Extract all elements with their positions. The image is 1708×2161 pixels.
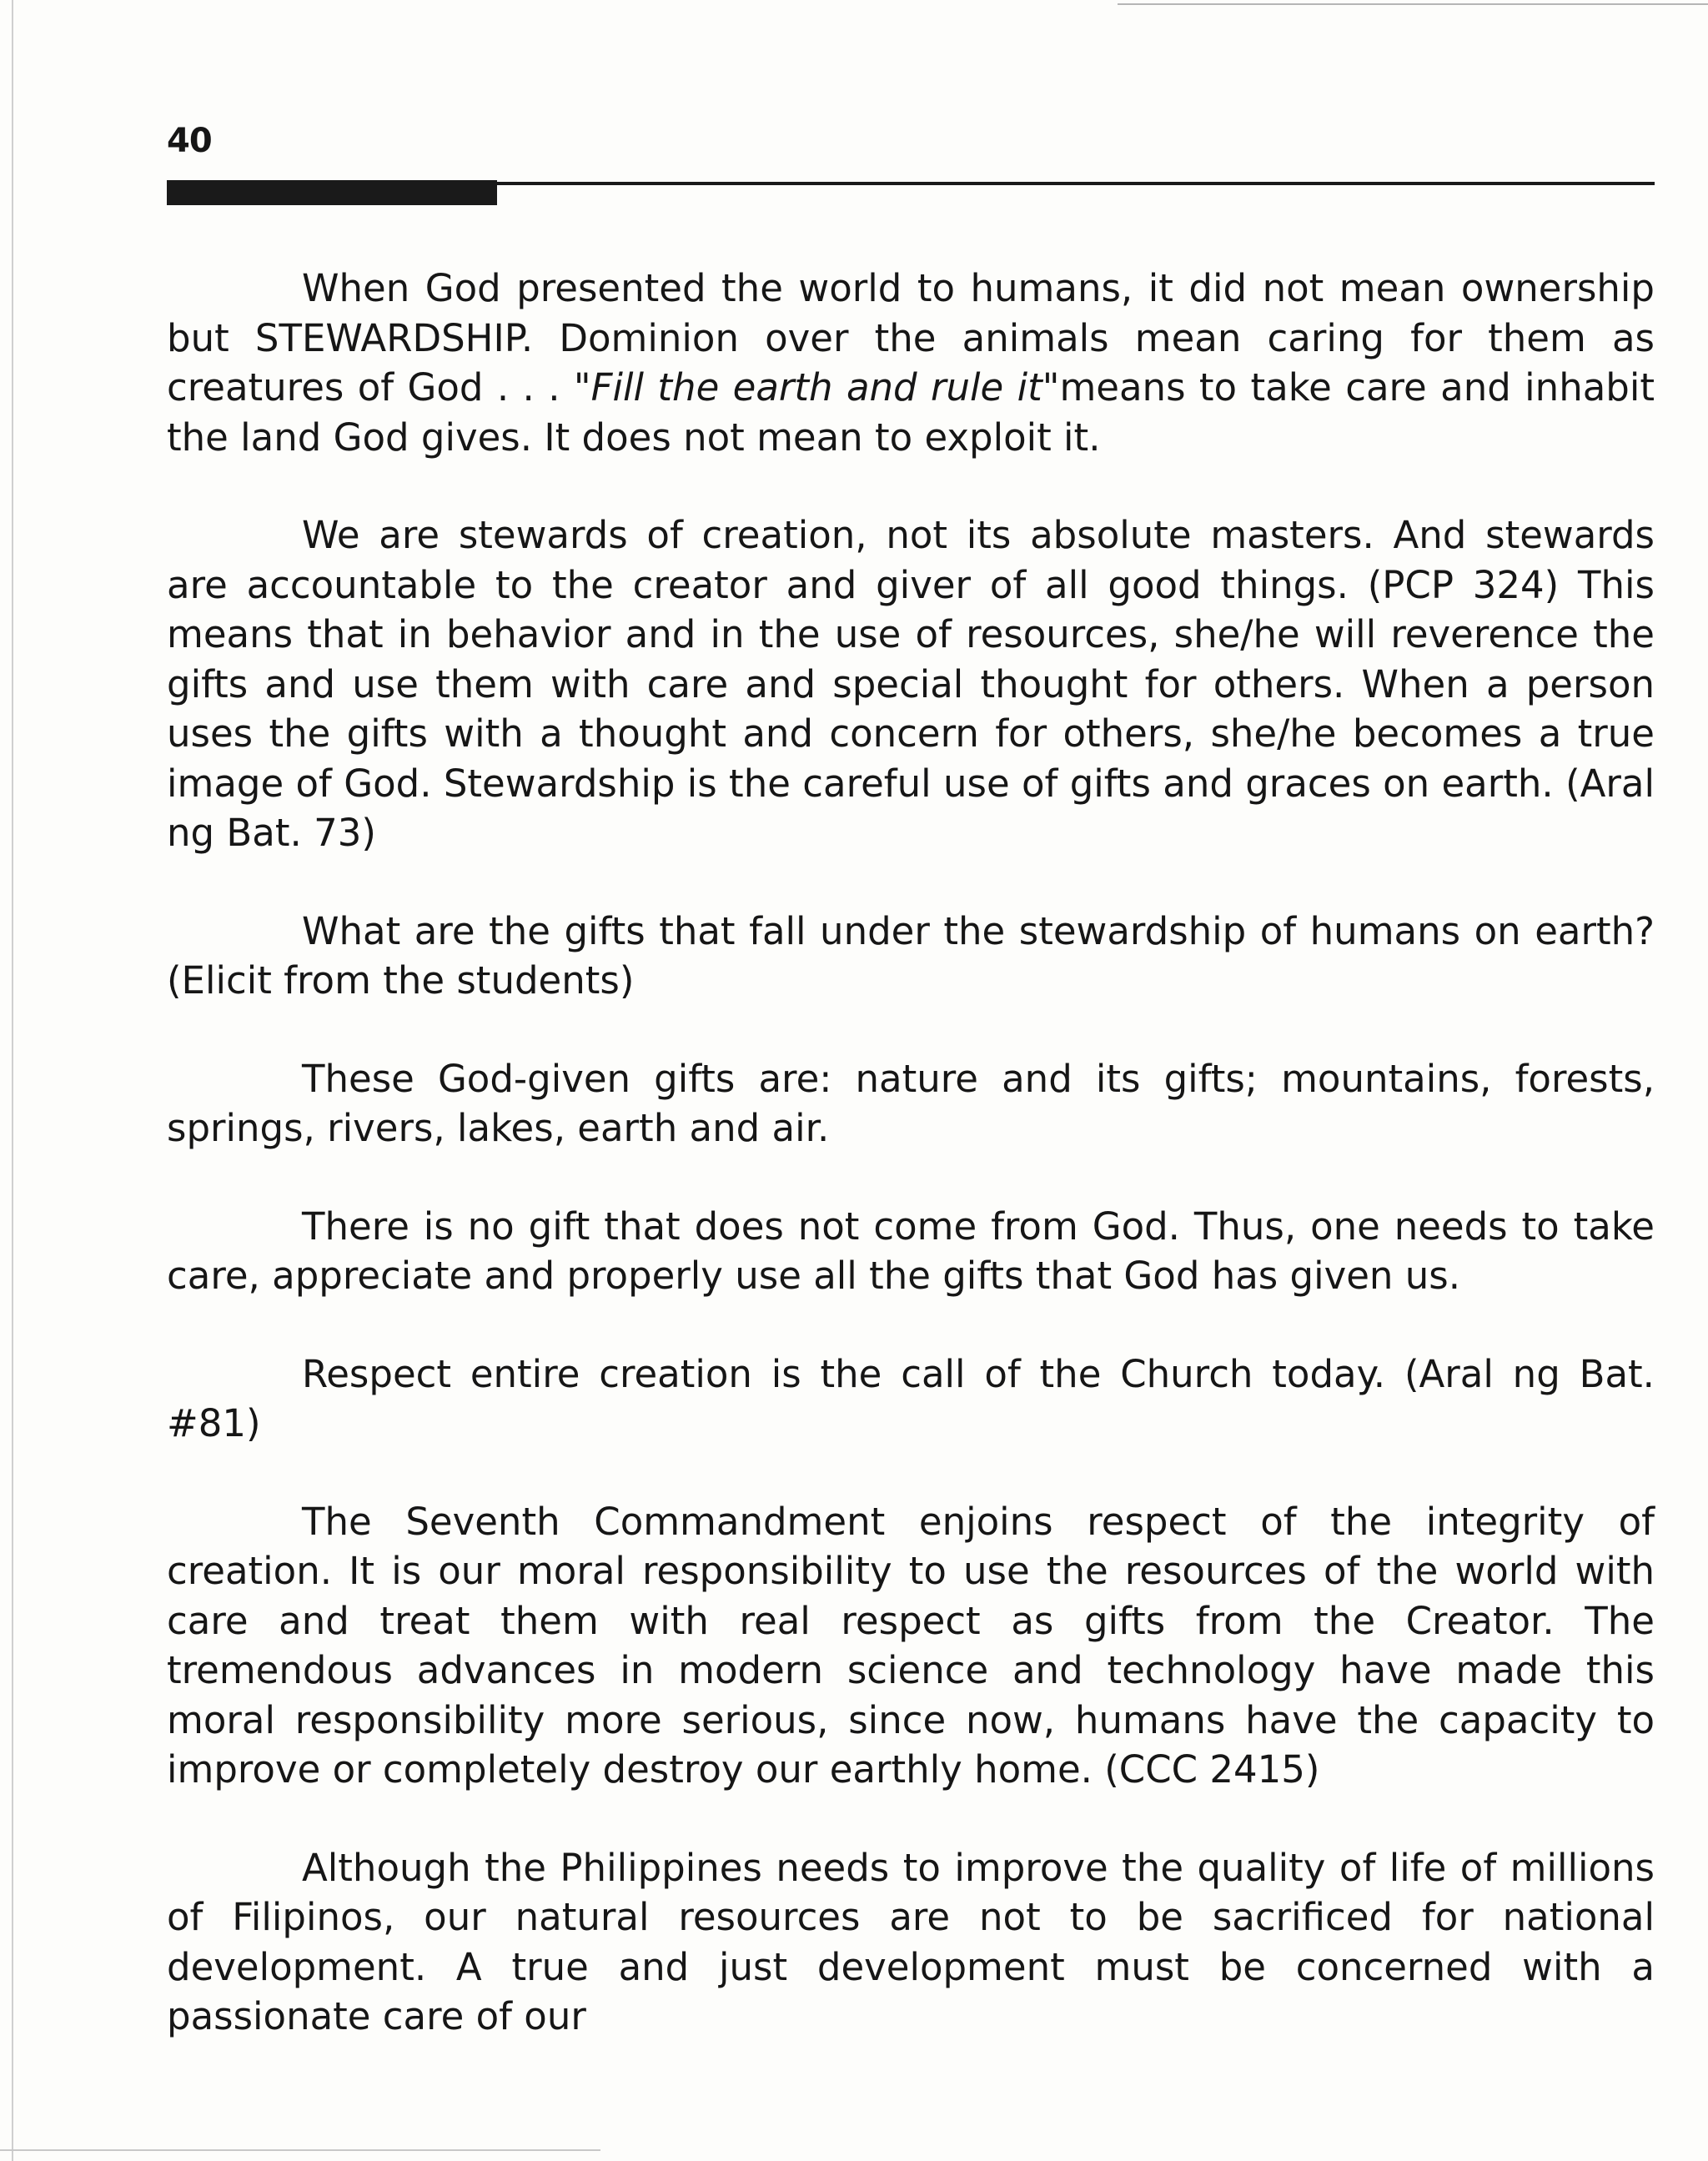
paragraph-question-gifts: What are the gifts that fall under the stewardship of humans on earth? (Elicit from the students) [167,908,1655,1003]
scan-edge-bottom [0,2149,600,2151]
paragraph-no-gift: There is no gift that does not come from God. Thus, one needs to take care, appreciate and properly use all the gifts that God has given us. [167,1204,1655,1298]
scan-edge-top [1118,3,1708,5]
paragraph-god-given-gifts: These God-given gifts are: nature and its gifts; mountains, forests, springs, rivers, lakes, earth and air. [167,1056,1655,1150]
paragraph-stewards-of-creation: We are stewards of creation, not its absolute masters. And stewards are accountable to the creator and giver of all good things. (PCP 324) This means that in behavior and in the use of resources, she/he will reverence the gifts and use them with care and special thought for others. When a person uses the gifts with a thought and concern for others, she/he becomes a true image of God. Stewardship is the careful use of gifts and graces on earth. (Aral ng Bat. 73) [167,513,1655,855]
paragraph-seventh-commandment: The Seventh Commandment enjoins respect of the integrity of creation. It is our moral responsibility to use the resources of the world with care and treat them with real respect as gifts from the Creator. The tremendous advances in modern science and technology have made this moral responsibility more serious, since now, humans have the capacity to improve or completely destroy our earthly home. (CCC 2415) [167,1499,1655,1792]
paragraph-respect-creation: Respect entire creation is the call of the Church today. (Aral ng Bat. #81) [167,1351,1655,1445]
scripture-quote: "Fill the earth and rule it" [573,365,1060,410]
paragraph-text: means to take care and inhabit the land God gives. It does not mean to exploit it. [167,365,1655,460]
paragraph-text: When God presented the world to humans, it did not mean ownership but STEWARDSHIP. Dominion over the animals mean caring for them as creatures of God . . . [167,266,1655,410]
scan-edge-left [12,0,13,2161]
paragraph-stewardship-intro [167,264,1655,462]
page-body [167,264,1655,2090]
header-rule-bar [167,180,497,205]
page-number: 40 [167,122,212,160]
paragraph-philippines-development: Although the Philippines needs to improve the quality of life of millions of Filipinos, our natural resources are not to be sacrificed for national development. A true and just development must be concerned with a passionate care of our [167,1845,1655,2038]
